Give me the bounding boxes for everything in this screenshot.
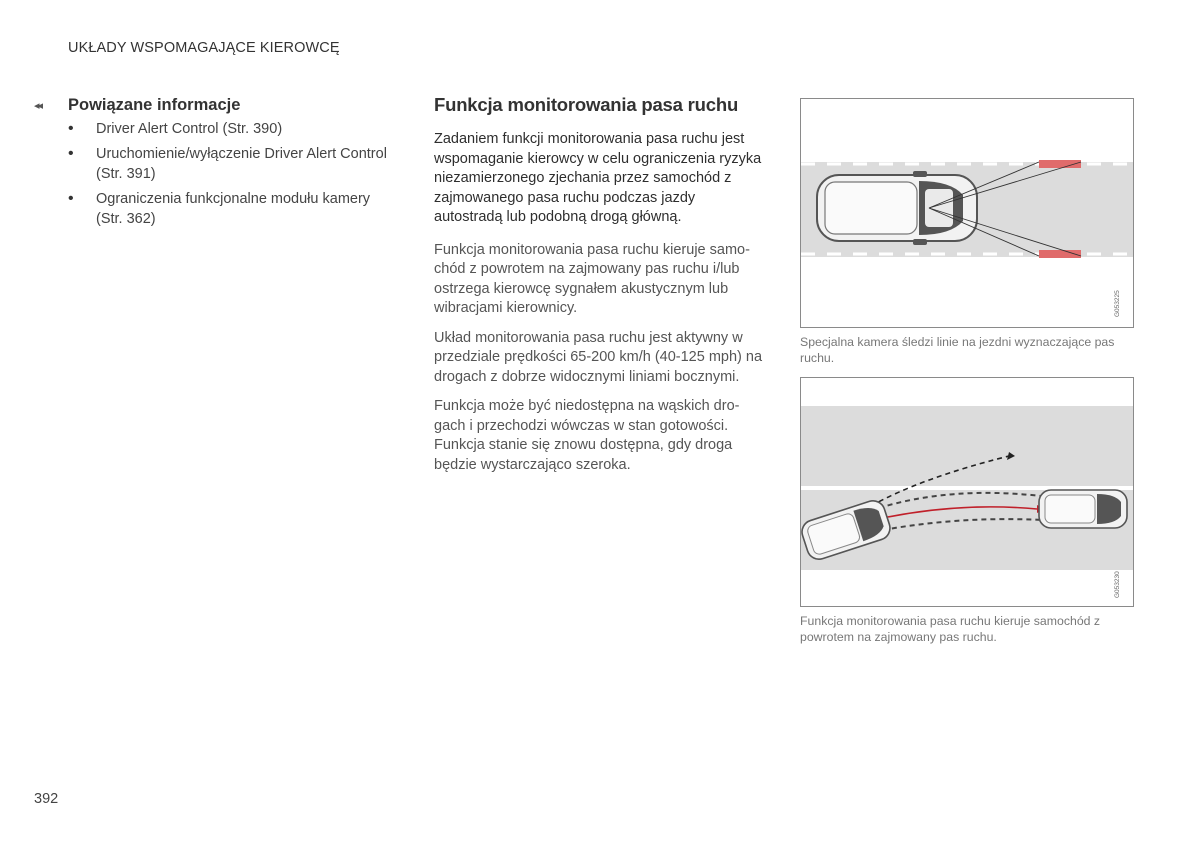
- related-link-camera-limits[interactable]: • Ograniczenia funkcjonalne modułu kamery (Str. 362): [68, 189, 394, 229]
- figure-camera-lanes: [800, 98, 1134, 328]
- related-list: [34, 119, 394, 229]
- car-top-icon: [817, 171, 977, 245]
- back-arrows-icon[interactable]: ◂◂: [34, 100, 42, 112]
- related-title: Powiązane informacje: [68, 96, 241, 114]
- body-paragraph-3: Funkcja może być niedostępna na wąskich drogach i przechodzi wówczas w stan gotowości. Funkcja stanie się znowu dostępna, gdy droga będzie wystarczająco szeroka.: [434, 398, 740, 473]
- figure-caption-1: Specjalna kamera śledzi linie na jezdni wyznaczające pas ruchu.: [800, 335, 1115, 365]
- body-paragraph-2: Układ monitorowania pasa ruchu jest aktywny w przedziale prędkości 65-200 km/h (40-125 mph) na drogach z dobrze widocznymi liniami bocznymi.: [434, 329, 763, 385]
- camera-lanes-illustration: [801, 99, 1134, 328]
- main-section: [434, 94, 764, 485]
- figure-code: G053225: [1114, 290, 1121, 317]
- chapter-heading: UKŁADY WSPOMAGAJĄCE KIEROWCĘ: [68, 40, 340, 56]
- figure-caption-2: Funkcja monitorowania pasa ruchu kieruje samochód z powrotem na zajmowany pas ruchu.: [800, 614, 1101, 644]
- lane-keeping-illustration: [801, 378, 1134, 607]
- related-link-on-off[interactable]: • Uruchomienie/wyłączenie Driver Alert Control (Str. 391): [68, 144, 394, 184]
- figure-code: G053230: [1114, 571, 1121, 598]
- car-ahead-icon: [1039, 490, 1127, 528]
- body-paragraph-1: Funkcja monitorowania pasa ruchu kieruje samochód z powrotem na zajmowany pas ruchu i/lub ostrzega kierowcę sygnałem akustycznym lub wibracjami kierownicy.: [434, 241, 750, 316]
- page-number: 392: [34, 791, 59, 807]
- lead-paragraph: Zadaniem funkcji monitorowania pasa ruchu jest wspomaganie kierowcy w celu ograniczenia ryzyka niezamierzonego zjechania przez samochód z zajmowanego pasa ruchu podczas jazdy autostradą lub podobną drogą główną.: [434, 131, 762, 225]
- road-lane-upper: [801, 406, 1134, 486]
- related-link-driver-alert[interactable]: • Driver Alert Control (Str. 390): [68, 119, 394, 139]
- related-info: [34, 96, 394, 234]
- section-title: Funkcja monitorowania pasa ruchu: [434, 94, 739, 115]
- figure-lane-keeping: [800, 377, 1134, 607]
